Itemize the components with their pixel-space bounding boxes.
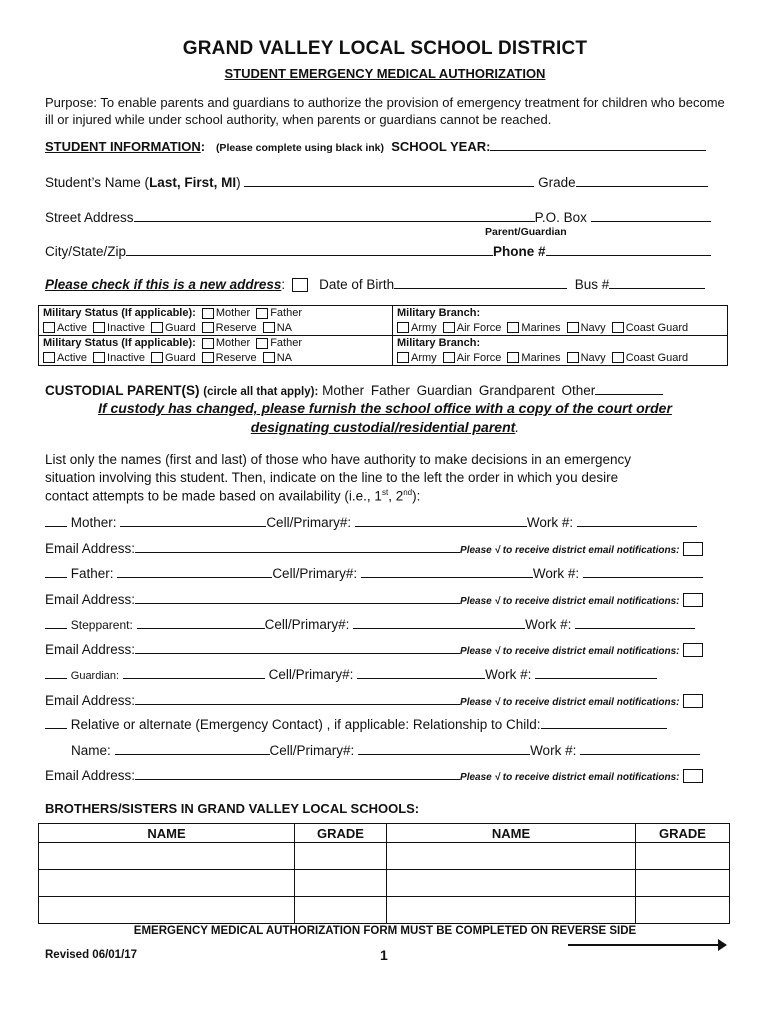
guardian-name-field[interactable] bbox=[123, 666, 265, 679]
sibling-name-cell[interactable] bbox=[39, 897, 295, 924]
notify-label: Please √ to receive district email notifications: bbox=[460, 646, 680, 657]
school-year-field[interactable] bbox=[490, 138, 706, 151]
siblings-table bbox=[38, 823, 730, 924]
sibling-grade-cell[interactable] bbox=[295, 870, 387, 897]
mother-email-field[interactable] bbox=[135, 540, 460, 553]
father-cell-field[interactable] bbox=[361, 565, 533, 578]
relative-cell-field[interactable] bbox=[358, 742, 530, 755]
coast-guard-checkbox[interactable] bbox=[612, 322, 624, 333]
mother-work-field[interactable] bbox=[577, 514, 697, 527]
work-label: Work #: bbox=[532, 566, 580, 581]
mother-label: Mother bbox=[215, 307, 251, 319]
guardian-row bbox=[45, 666, 657, 682]
sibling-name-cell[interactable] bbox=[39, 870, 295, 897]
stepparent-email-field[interactable] bbox=[135, 641, 460, 654]
mother-name-field[interactable] bbox=[120, 514, 266, 527]
army-checkbox[interactable] bbox=[397, 322, 409, 333]
school-year-label: SCHOOL YEAR: bbox=[391, 139, 491, 154]
mother-row bbox=[45, 514, 697, 530]
bus-field[interactable] bbox=[609, 276, 705, 289]
email-label: Email Address: bbox=[45, 693, 136, 708]
purpose-text: Purpose: To enable parents and guardians to authorize the provision of emergency treatment for children who become ill or injured while under school authority, when parents or guardians cannot be reached. bbox=[45, 95, 725, 127]
sibling-grade-cell[interactable] bbox=[636, 843, 730, 870]
coast-guard-label: Coast Guard bbox=[625, 351, 689, 364]
mother-checkbox[interactable] bbox=[202, 308, 214, 319]
sup-st: st bbox=[381, 488, 389, 497]
reverse-side-notice: EMERGENCY MEDICAL AUTHORIZATION FORM MUST BE COMPLETED ON REVERSE SIDE bbox=[133, 925, 637, 937]
marines-checkbox[interactable] bbox=[507, 352, 519, 363]
sibling-grade-cell[interactable] bbox=[636, 870, 730, 897]
student-info-heading: STUDENT INFORMATION bbox=[45, 139, 201, 154]
mother-order-field[interactable] bbox=[45, 514, 67, 527]
sibling-row bbox=[39, 843, 730, 870]
cell-label: Cell/Primary#: bbox=[269, 743, 355, 758]
stepparent-label: Stepparent: bbox=[70, 618, 133, 632]
custodial-row bbox=[45, 382, 663, 398]
father-email-field[interactable] bbox=[135, 591, 460, 604]
navy-checkbox[interactable] bbox=[567, 322, 579, 333]
city-row bbox=[45, 243, 711, 259]
mother-checkbox[interactable] bbox=[202, 338, 214, 349]
bus-label: Bus # bbox=[574, 277, 610, 292]
relative-email-row bbox=[45, 767, 703, 783]
father-label: Father bbox=[270, 307, 302, 319]
father-checkbox[interactable] bbox=[256, 338, 268, 349]
custodial-note: (circle all that apply): bbox=[203, 386, 319, 398]
father-order-field[interactable] bbox=[45, 565, 67, 578]
air-force-label: Air Force bbox=[456, 351, 502, 364]
student-info-row: STUDENT INFORMATION: (Please complete using black ink) SCHOOL YEAR: bbox=[45, 138, 706, 154]
cell-label: Cell/Primary#: bbox=[268, 667, 354, 682]
cell-label: Cell/Primary#: bbox=[266, 515, 352, 530]
custody-notice-2: designating custodial/residential parent bbox=[250, 419, 516, 435]
mother-cell-field[interactable] bbox=[355, 514, 527, 527]
city-label: City/State/Zip bbox=[45, 244, 127, 259]
mother-notify-checkbox[interactable] bbox=[683, 542, 703, 556]
navy-checkbox[interactable] bbox=[567, 352, 579, 363]
po-box-label: P.O. Box bbox=[534, 210, 587, 225]
sibling-name-cell[interactable] bbox=[39, 843, 295, 870]
father-notify-checkbox[interactable] bbox=[683, 593, 703, 607]
arrow-right-icon bbox=[568, 944, 722, 946]
work-label: Work #: bbox=[530, 743, 577, 758]
grade-field[interactable] bbox=[576, 174, 708, 187]
sibling-name-cell[interactable] bbox=[387, 870, 636, 897]
relative-order-field[interactable] bbox=[45, 716, 67, 729]
col-grade-header: GRADE bbox=[295, 824, 387, 843]
relative-notify-checkbox[interactable] bbox=[683, 769, 703, 783]
na-label: NA bbox=[276, 351, 292, 364]
army-label: Army bbox=[411, 321, 437, 334]
guard-label: Guard bbox=[165, 321, 196, 334]
navy-label: Navy bbox=[580, 321, 606, 334]
phone-field[interactable] bbox=[546, 243, 711, 256]
cell-label: Cell/Primary#: bbox=[272, 566, 358, 581]
notify-label: Please √ to receive district email notifications: bbox=[460, 545, 680, 556]
siblings-heading: BROTHERS/SISTERS IN GRAND VALLEY LOCAL SCHOOLS: bbox=[45, 801, 420, 816]
student-name-field[interactable] bbox=[244, 174, 534, 187]
guard-checkbox[interactable] bbox=[151, 352, 163, 363]
work-label: Work #: bbox=[525, 617, 572, 632]
instructions-3 bbox=[45, 488, 420, 504]
work-label: Work #: bbox=[526, 515, 574, 530]
marines-checkbox[interactable] bbox=[507, 322, 519, 333]
instructions-3-end: ): bbox=[412, 488, 421, 504]
stepparent-order-field[interactable] bbox=[45, 616, 67, 629]
na-label: NA bbox=[276, 321, 292, 334]
new-address-label: Please check if this is a new address bbox=[45, 277, 282, 292]
inactive-label: Inactive bbox=[107, 351, 145, 364]
guardian-label: Guardian: bbox=[70, 670, 120, 682]
sibling-row bbox=[39, 870, 730, 897]
instructions-3-sep: , 2 bbox=[388, 488, 404, 504]
army-label: Army bbox=[411, 351, 437, 364]
form-subtitle: STUDENT EMERGENCY MEDICAL AUTHORIZATION bbox=[224, 66, 546, 81]
military-status-label: Military Status (If applicable): bbox=[43, 337, 196, 349]
father-label: Father: bbox=[70, 566, 114, 581]
active-checkbox[interactable] bbox=[43, 352, 55, 363]
marines-label: Marines bbox=[521, 351, 561, 364]
parent-guardian-label: Parent/Guardian bbox=[485, 226, 567, 238]
name-label: Name: bbox=[71, 743, 111, 758]
street-field[interactable] bbox=[134, 209, 535, 222]
custodial-label: CUSTODIAL PARENT(S) bbox=[45, 383, 200, 398]
active-label: Active bbox=[57, 321, 87, 334]
guardian-email-field[interactable] bbox=[135, 692, 460, 705]
sibling-grade-cell[interactable] bbox=[636, 897, 730, 924]
custody-notice-2-row: designating custodial/residential parent. bbox=[250, 419, 520, 435]
sibling-name-cell[interactable] bbox=[387, 897, 636, 924]
notify-label: Please √ to receive district email notifications: bbox=[460, 596, 680, 607]
air-force-checkbox[interactable] bbox=[443, 352, 455, 363]
street-label: Street Address bbox=[45, 210, 134, 225]
guardian-email-row bbox=[45, 692, 703, 708]
col-grade-header: GRADE bbox=[636, 824, 730, 843]
guard-label: Guard bbox=[165, 351, 196, 364]
father-row bbox=[45, 565, 703, 581]
relative-email-field[interactable] bbox=[135, 767, 460, 780]
stepparent-cell-field[interactable] bbox=[353, 616, 525, 629]
coast-guard-checkbox[interactable] bbox=[612, 352, 624, 363]
mother-email-row bbox=[45, 540, 703, 556]
stepparent-email-row bbox=[45, 641, 703, 657]
city-field[interactable] bbox=[126, 243, 493, 256]
relative-name-field[interactable] bbox=[115, 742, 270, 755]
father-checkbox[interactable] bbox=[256, 308, 268, 319]
relative-row bbox=[45, 716, 667, 732]
military-branch-cell-2 bbox=[393, 336, 728, 366]
grade-label: Grade bbox=[538, 175, 576, 190]
custodial-options[interactable]: Mother Father Guardian Grandparent Other bbox=[322, 383, 596, 398]
arrow-head-icon bbox=[718, 939, 727, 951]
air-force-checkbox[interactable] bbox=[443, 322, 455, 333]
inactive-checkbox[interactable] bbox=[93, 322, 105, 333]
stepparent-work-field[interactable] bbox=[575, 616, 695, 629]
military-branch-cell-1 bbox=[393, 306, 728, 336]
navy-label: Navy bbox=[580, 351, 606, 364]
military-status-cell-1 bbox=[39, 306, 393, 336]
air-force-label: Air Force bbox=[456, 321, 502, 334]
relationship-field[interactable] bbox=[541, 716, 667, 729]
military-status-cell-2 bbox=[39, 336, 393, 366]
page-number: 1 bbox=[380, 947, 388, 963]
father-label: Father bbox=[270, 337, 302, 349]
col-name-header: NAME bbox=[39, 824, 295, 843]
cell-label: Cell/Primary#: bbox=[264, 617, 350, 632]
army-checkbox[interactable] bbox=[397, 352, 409, 363]
military-status-label: Military Status (If applicable): bbox=[43, 307, 196, 319]
guardian-order-field[interactable] bbox=[45, 666, 67, 679]
email-label: Email Address: bbox=[45, 592, 136, 607]
inactive-checkbox[interactable] bbox=[93, 352, 105, 363]
coast-guard-label: Coast Guard bbox=[625, 321, 689, 334]
notify-label: Please √ to receive district email notifications: bbox=[460, 772, 680, 783]
sibling-grade-cell[interactable] bbox=[295, 843, 387, 870]
guardian-cell-field[interactable] bbox=[357, 666, 485, 679]
phone-label: Phone # bbox=[493, 244, 546, 259]
student-name-row bbox=[45, 174, 708, 190]
instructions-2: situation involving this student. Then, indicate on the line to the left the order in which you desire bbox=[45, 470, 619, 485]
dob-field[interactable] bbox=[394, 276, 567, 289]
sup-nd: nd bbox=[403, 488, 413, 497]
relative-label: Relative or alternate (Emergency Contact) , if applicable: Relationship to Child: bbox=[70, 717, 541, 732]
na-checkbox[interactable] bbox=[263, 322, 275, 333]
sibling-row bbox=[39, 897, 730, 924]
stepparent-row bbox=[45, 616, 695, 632]
student-name-label-c: ) bbox=[236, 175, 241, 190]
notify-label: Please √ to receive district email notifications: bbox=[460, 697, 680, 708]
reserve-label: Reserve bbox=[215, 351, 257, 364]
reserve-checkbox[interactable] bbox=[202, 322, 214, 333]
inactive-label: Inactive bbox=[107, 321, 145, 334]
email-label: Email Address: bbox=[45, 768, 136, 783]
form-title: GRAND VALLEY LOCAL SCHOOL DISTRICT bbox=[182, 38, 588, 59]
na-checkbox[interactable] bbox=[263, 352, 275, 363]
father-name-field[interactable] bbox=[117, 565, 272, 578]
active-label: Active bbox=[57, 351, 87, 364]
military-branch-label: Military Branch: bbox=[397, 307, 481, 319]
email-label: Email Address: bbox=[45, 541, 136, 556]
guardian-notify-checkbox[interactable] bbox=[683, 694, 703, 708]
custodial-other-field[interactable] bbox=[595, 382, 663, 395]
reserve-label: Reserve bbox=[215, 321, 257, 334]
relative-name-row bbox=[71, 742, 700, 758]
reserve-checkbox[interactable] bbox=[202, 352, 214, 363]
black-ink-note: (Please complete using black ink) bbox=[215, 142, 384, 154]
student-name-label-a: Student’s Name ( bbox=[45, 175, 150, 190]
email-label: Email Address: bbox=[45, 642, 136, 657]
marines-label: Marines bbox=[521, 321, 561, 334]
guardian-work-field[interactable] bbox=[535, 666, 657, 679]
work-label: Work #: bbox=[485, 667, 532, 682]
mother-label: Mother: bbox=[70, 515, 117, 530]
active-checkbox[interactable] bbox=[43, 322, 55, 333]
stepparent-notify-checkbox[interactable] bbox=[683, 643, 703, 657]
relative-work-field[interactable] bbox=[580, 742, 700, 755]
street-row bbox=[45, 209, 711, 225]
military-branch-label: Military Branch: bbox=[397, 337, 481, 349]
col-name-header: NAME bbox=[387, 824, 636, 843]
revised-date: Revised 06/01/17 bbox=[45, 949, 138, 961]
custody-notice-1: If custody has changed, please furnish the school office with a copy of the court order bbox=[98, 400, 672, 416]
father-work-field[interactable] bbox=[583, 565, 703, 578]
father-email-row bbox=[45, 591, 703, 607]
po-box-field[interactable] bbox=[591, 209, 711, 222]
sibling-name-cell[interactable] bbox=[387, 843, 636, 870]
sibling-grade-cell[interactable] bbox=[295, 897, 387, 924]
stepparent-name-field[interactable] bbox=[137, 616, 265, 629]
new-address-row: Please check if this is a new address: Date of Birth Bus # bbox=[45, 276, 705, 292]
instructions-1: List only the names (first and last) of those who have authority to make decisions in an emergency bbox=[45, 452, 632, 467]
new-address-checkbox[interactable] bbox=[292, 278, 308, 292]
instructions-3-text: contact attempts to be made based on availability (i.e., 1 bbox=[45, 488, 382, 504]
mother-label: Mother bbox=[215, 337, 251, 349]
guard-checkbox[interactable] bbox=[151, 322, 163, 333]
student-name-label-b: Last, First, MI bbox=[149, 175, 237, 190]
military-table bbox=[38, 305, 728, 366]
dob-label: Date of Birth bbox=[319, 277, 395, 292]
